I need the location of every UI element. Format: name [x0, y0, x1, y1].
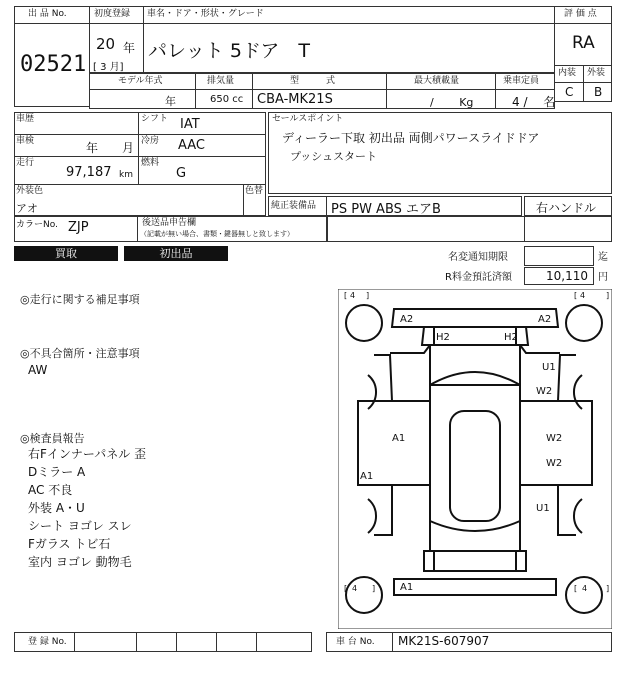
svg-text:]: ]	[606, 291, 610, 300]
sales-point-line1: ディーラー下取 初出品 両側パワースライドドア	[282, 131, 540, 145]
capacity: 4 / 名	[512, 95, 556, 109]
shift-value: IAT	[180, 117, 200, 132]
vehicle-info-block	[14, 112, 266, 216]
exterior-grade: B	[594, 85, 603, 99]
load-label: 最大積載量	[414, 76, 460, 86]
fuel-label: 燃料	[141, 158, 160, 168]
history-label: 車歴	[16, 114, 35, 124]
reg-year: 20	[96, 35, 116, 53]
tire-label-rr: 4	[582, 584, 588, 593]
inspector-line: Dミラー A	[28, 465, 86, 479]
grade-value: RA	[572, 33, 595, 53]
exterior-label: 外装	[587, 68, 606, 78]
inspector-line: シート ヨゴレ スレ	[28, 519, 132, 533]
running-notes-title: ◎走行に関する補足事項	[20, 293, 140, 306]
reg-year-unit: 年	[123, 41, 136, 55]
ac-label: 冷房	[141, 136, 160, 146]
reg-month: [ 3 月]	[93, 62, 124, 73]
chassis-label: 車 台 No.	[336, 637, 375, 647]
sales-point-label: セールスポイント	[272, 114, 344, 124]
svg-text:]: ]	[606, 584, 610, 593]
tire-label-rl: 4	[352, 584, 358, 593]
damage-mark: A1	[400, 582, 414, 593]
model-year-label: モデル年式	[118, 76, 163, 86]
damage-mark: H2	[504, 332, 518, 343]
mileage-unit: km	[119, 170, 133, 180]
first-reg-label: 初度登録	[94, 9, 131, 19]
damage-mark: A2	[538, 314, 552, 325]
car-name: パレット 5ドア T	[148, 40, 310, 62]
ext-color-value: アオ	[16, 202, 38, 215]
interior-grade: C	[565, 85, 574, 99]
load: / Kg	[430, 96, 474, 109]
displacement-label: 排気量	[207, 76, 235, 86]
tire-rear-right	[566, 577, 602, 613]
damage-mark: A1	[360, 471, 374, 482]
mileage-value: 97,187	[66, 165, 112, 180]
ext-color-label: 外装色	[16, 186, 44, 196]
first-listing-tag: 初出品	[124, 246, 228, 261]
recycle-label: R料金預託済額	[445, 272, 512, 283]
tire-label-fl: 4	[350, 291, 356, 300]
lot-number: 02521	[20, 52, 87, 77]
inspector-line: 外装 A・U	[28, 501, 85, 515]
svg-text:[: [	[344, 584, 348, 593]
notice-unit: 迄	[598, 252, 608, 263]
buy-tag: 買取	[14, 246, 118, 261]
chassis-number: MK21S-607907	[398, 634, 490, 648]
later-items-label: 後送品申告欄	[142, 218, 197, 228]
inspection-label: 車検	[16, 136, 35, 146]
capacity-label: 乗車定員	[503, 76, 540, 86]
inspector-title: ◎検査員報告	[20, 432, 85, 445]
fuel-value: G	[176, 166, 187, 181]
handle-value: 右ハンドル	[536, 201, 597, 215]
svg-text:]: ]	[372, 584, 376, 593]
recycle-unit: 円	[598, 272, 608, 283]
equipment-label: 純正装備品	[271, 201, 317, 211]
shift-label: シフト	[141, 114, 169, 124]
svg-text:[: [	[574, 584, 578, 593]
sales-point-line2: プッシュスタート	[290, 150, 378, 163]
damage-mark: U1	[542, 362, 556, 373]
ac-value: AAC	[178, 138, 205, 153]
recycle-value: 10,110	[546, 269, 588, 283]
inspector-line: 室内 ヨゴレ 動物毛	[28, 555, 132, 569]
lot-label: 出 品 No.	[28, 9, 67, 19]
svg-text:[: [	[574, 291, 578, 300]
tire-rear-left	[346, 577, 382, 613]
defect-notes-title: ◎不具合箇所・注意事項	[20, 347, 140, 360]
type: CBA-MK21S	[257, 92, 333, 107]
tire-front-right	[566, 305, 602, 341]
damage-mark: W2	[546, 458, 563, 469]
blank-row-box	[326, 216, 612, 242]
color-no-value: ZJP	[68, 220, 89, 235]
damage-mark: A2	[400, 314, 414, 325]
damage-mark: W2	[546, 433, 563, 444]
tire-label-fr: 4	[580, 291, 586, 300]
damage-mark: W2	[536, 386, 553, 397]
inspector-line: AC 不良	[28, 483, 73, 497]
car-name-label: 車名・ドア・形状・グレード	[147, 9, 264, 19]
later-items-note: （記載が無い場合、書類・鍵器無しと致します）	[140, 230, 294, 238]
inspector-line: Fガラス トビ石	[28, 537, 111, 551]
notice-label: 名変通知期限	[448, 252, 508, 263]
svg-text:]: ]	[366, 291, 370, 300]
reg-no-label: 登 録 No.	[28, 637, 67, 647]
inspection-value: 年 月	[86, 141, 135, 155]
tire-label-fl: [	[344, 291, 348, 300]
tire-front-left	[346, 305, 382, 341]
equipment-value: PS PW ABS エアB	[331, 202, 441, 217]
damage-mark: U1	[536, 503, 550, 514]
damage-diagram	[338, 289, 612, 629]
color-no-label: カラーNo.	[16, 220, 58, 230]
damage-mark: A1	[392, 433, 406, 444]
damage-mark: H2	[436, 332, 450, 343]
type-label: 型 式	[290, 76, 336, 86]
mileage-label: 走行	[16, 158, 35, 168]
model-year-unit: 年	[165, 95, 176, 108]
notice-box	[524, 246, 594, 266]
displacement: 650 cc	[210, 94, 244, 105]
grade-label: 評 価 点	[564, 9, 597, 19]
color-change-label: 色替	[245, 186, 264, 196]
interior-label: 内装	[558, 68, 577, 78]
defect-note: AW	[28, 363, 48, 377]
inspector-line: 右Fインナーパネル 歪	[28, 447, 147, 461]
